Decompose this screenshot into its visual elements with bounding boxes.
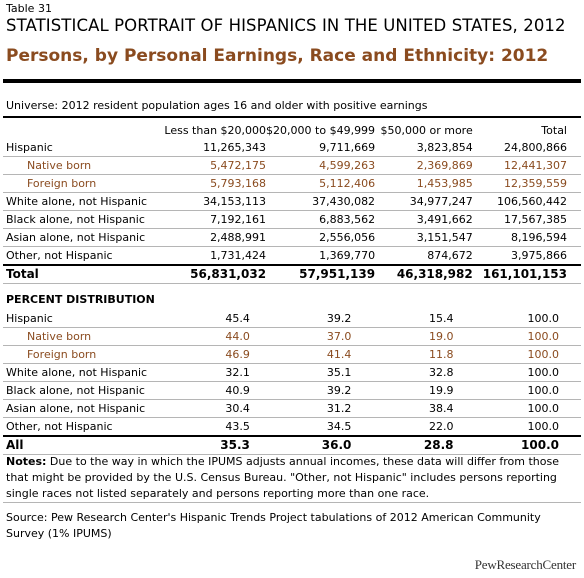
row-header-blank	[3, 122, 162, 139]
row-label: Asian alone, not Hispanic	[3, 229, 162, 247]
table-cell: 15.4	[373, 310, 475, 328]
table-cell: 5,112,406	[266, 175, 375, 193]
table-cell: 2,369,869	[375, 157, 473, 175]
total-cell: 161,101,153	[473, 265, 581, 284]
total-cell: 57,951,139	[266, 265, 375, 284]
table-cell: 12,441,307	[473, 157, 581, 175]
table-row	[3, 310, 581, 328]
table-row	[3, 211, 581, 229]
row-label: White alone, not Hispanic	[3, 364, 168, 382]
table-row	[3, 400, 581, 418]
table-row	[3, 193, 581, 211]
table-cell: 19.9	[373, 382, 475, 400]
total-label: All	[3, 436, 168, 455]
table-cell: 45.4	[168, 310, 272, 328]
table-number: Table 31	[6, 2, 52, 15]
table-cell: 11,265,343	[162, 139, 266, 157]
total-label: Total	[3, 265, 162, 284]
total-row	[3, 265, 581, 284]
row-label: Other, not Hispanic	[3, 247, 162, 266]
table-cell: 11.8	[373, 346, 475, 364]
table-cell: 31.2	[272, 400, 373, 418]
table-cell: 1,453,985	[375, 175, 473, 193]
table-cell: 100.0	[476, 310, 581, 328]
table-cell: 100.0	[476, 418, 581, 437]
table-row	[3, 247, 581, 266]
row-label: Hispanic	[3, 310, 168, 328]
column-header-row	[3, 122, 581, 139]
table-row	[3, 418, 581, 437]
row-label: Black alone, not Hispanic	[3, 211, 162, 229]
table-cell: 5,472,175	[162, 157, 266, 175]
row-label: White alone, not Hispanic	[3, 193, 162, 211]
table-cell: 7,192,161	[162, 211, 266, 229]
total-cell: 28.8	[373, 436, 475, 455]
table-cell: 38.4	[373, 400, 475, 418]
table-cell: 34,977,247	[375, 193, 473, 211]
column-header: $50,000 or more	[380, 124, 473, 137]
table-cell: 39.2	[272, 310, 373, 328]
row-label: Hispanic	[3, 139, 162, 157]
table-row	[3, 157, 581, 175]
table-cell: 3,823,854	[375, 139, 473, 157]
row-label: Foreign born	[3, 346, 168, 364]
table-cell: 100.0	[476, 346, 581, 364]
table-cell: 3,151,547	[375, 229, 473, 247]
notes-text: Due to the way in which the IPUMS adjusts annual incomes, these data will differ from those that might be provided by the U.S. Census Bureau. "Other, not Hispanic" includes persons reporting single races not listed separately and persons reporting more than one race.	[6, 455, 559, 500]
table-cell: 39.2	[272, 382, 373, 400]
row-label: Foreign born	[3, 175, 162, 193]
total-row	[3, 436, 581, 455]
table-cell: 3,491,662	[375, 211, 473, 229]
table-row	[3, 346, 581, 364]
percent-body	[3, 310, 581, 455]
total-cell: 100.0	[476, 436, 581, 455]
row-label: Native born	[3, 157, 162, 175]
table-cell: 1,369,770	[266, 247, 375, 266]
table-row	[3, 175, 581, 193]
table-cell: 3,975,866	[473, 247, 581, 266]
table-cell: 6,883,562	[266, 211, 375, 229]
table-cell: 43.5	[168, 418, 272, 437]
table-cell: 100.0	[476, 400, 581, 418]
table-cell: 40.9	[168, 382, 272, 400]
row-label: Other, not Hispanic	[3, 418, 168, 437]
notes-rule	[3, 502, 581, 503]
table-cell: 100.0	[476, 328, 581, 346]
table-cell: 34.5	[272, 418, 373, 437]
table-subtitle: Persons, by Personal Earnings, Race and Ethnicity: 2012	[6, 46, 549, 66]
table-cell: 106,560,442	[473, 193, 581, 211]
row-label: Native born	[3, 328, 168, 346]
table-cell: 12,359,559	[473, 175, 581, 193]
table-cell: 874,672	[375, 247, 473, 266]
table-cell: 32.8	[373, 364, 475, 382]
percent-distribution-header: PERCENT DISTRIBUTION	[6, 293, 155, 306]
counts-body	[3, 139, 581, 284]
column-header: Total	[541, 124, 567, 137]
table-cell: 37,430,082	[266, 193, 375, 211]
table-cell: 4,599,263	[266, 157, 375, 175]
title-rule	[3, 79, 581, 83]
notes-label: Notes:	[6, 455, 47, 468]
table-cell: 8,196,594	[473, 229, 581, 247]
row-label: Black alone, not Hispanic	[3, 382, 168, 400]
table-row	[3, 328, 581, 346]
table-cell: 44.0	[168, 328, 272, 346]
total-cell: 46,318,982	[375, 265, 473, 284]
percent-table	[3, 310, 581, 455]
table-cell: 32.1	[168, 364, 272, 382]
table-cell: 2,556,056	[266, 229, 375, 247]
table-cell: 2,488,991	[162, 229, 266, 247]
table-cell: 24,800,866	[473, 139, 581, 157]
row-label: Asian alone, not Hispanic	[3, 400, 168, 418]
table-cell: 1,731,424	[162, 247, 266, 266]
pew-logo: PewResearchCenter	[474, 557, 576, 572]
table-cell: 46.9	[168, 346, 272, 364]
table-cell: 41.4	[272, 346, 373, 364]
column-header: Less than $20,000	[164, 124, 267, 137]
notes	[6, 454, 576, 502]
table-cell: 30.4	[168, 400, 272, 418]
table-row	[3, 139, 581, 157]
table-row	[3, 382, 581, 400]
table-cell: 37.0	[272, 328, 373, 346]
table-row	[3, 364, 581, 382]
table-row	[3, 229, 581, 247]
table-cell: 35.1	[272, 364, 373, 382]
table-cell: 9,711,669	[266, 139, 375, 157]
table-cell: 100.0	[476, 364, 581, 382]
counts-table	[3, 122, 581, 284]
total-cell: 56,831,032	[162, 265, 266, 284]
source-note: Source: Pew Research Center's Hispanic Trends Project tabulations of 2012 American Community Survey (1% IPUMS)	[6, 511, 541, 540]
table-cell: 5,793,168	[162, 175, 266, 193]
table-cell: 22.0	[373, 418, 475, 437]
table-cell: 17,567,385	[473, 211, 581, 229]
table-cell: 19.0	[373, 328, 475, 346]
total-cell: 36.0	[272, 436, 373, 455]
document-title: STATISTICAL PORTRAIT OF HISPANICS IN THE UNITED STATES, 2012	[6, 16, 566, 35]
total-cell: 35.3	[168, 436, 272, 455]
table-cell: 100.0	[476, 382, 581, 400]
table-cell: 34,153,113	[162, 193, 266, 211]
column-header: $20,000 to $49,999	[266, 124, 376, 137]
universe-rule	[3, 116, 581, 118]
universe-note: Universe: 2012 resident population ages 16 and older with positive earnings	[6, 99, 428, 112]
